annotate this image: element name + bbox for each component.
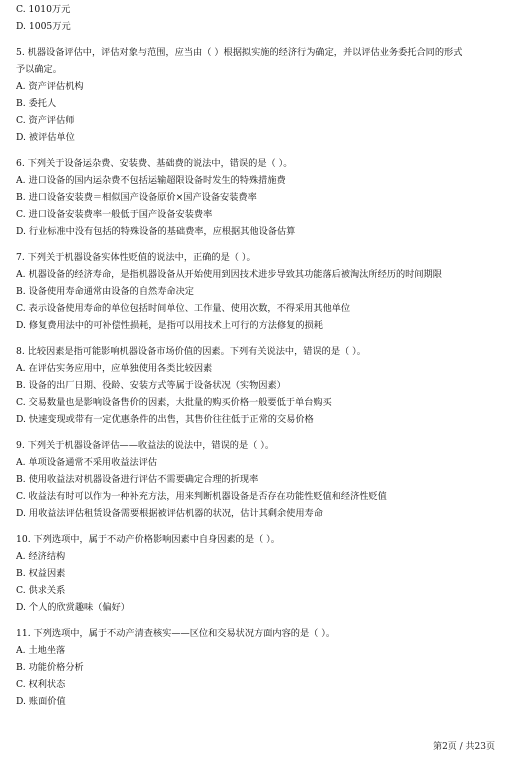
question-8-option-b: B. 设备的出厂日期、役龄、安装方式等属于设备状况（实物因素） bbox=[16, 380, 286, 391]
question-11-stem: 11. 下列选项中，属于不动产清查核实——区位和交易状况方面内容的是（ ）。 bbox=[16, 628, 336, 639]
question-7-option-d: D. 修复费用法中的可补偿性损耗，是指可以用技术上可行的方法修复的损耗 bbox=[16, 320, 323, 331]
question-8-option-d: D. 快速变现或带有一定优惠条件的出售，其售价往往低于正常的交易价格 bbox=[16, 414, 314, 425]
question-10-option-d: D. 个人的欣赏趣味（偏好） bbox=[16, 602, 130, 613]
question-5-option-d: D. 被评估单位 bbox=[16, 132, 75, 143]
question-6-option-b: B. 进口设备安装费＝相似国产设备原价×国产设备安装费率 bbox=[16, 192, 257, 203]
question-9-option-d: D. 用收益法评估租赁设备需要根据被评估机器的状况，估计其剩余使用寿命 bbox=[16, 508, 323, 519]
question-8-stem: 8. 比较因素是指可能影响机器设备市场价值的因素。下列有关说法中，错误的是（ ）。 bbox=[16, 346, 366, 357]
question-7-option-a: A. 机器设备的经济寿命，是指机器设备从开始使用到因技术进步导致其功能落后被淘汰所经历的时间期限 bbox=[16, 269, 442, 280]
question-5-option-c: C. 资产评估师 bbox=[16, 115, 75, 126]
question-9-option-b: B. 使用收益法对机器设备进行评估不需要确定合理的折现率 bbox=[16, 474, 259, 485]
question-7-stem: 7. 下列关于机器设备实体性贬值的说法中，正确的是（ ）。 bbox=[16, 252, 256, 263]
question-9-option-a: A. 单项设备通常不采用收益法评估 bbox=[16, 457, 158, 468]
question-5-option-a: A. 资产评估机构 bbox=[16, 81, 84, 92]
question-6-stem: 6. 下列关于设备运杂费、安装费、基础费的说法中，错误的是（ ）。 bbox=[16, 158, 293, 169]
question-10-option-c: C. 供求关系 bbox=[16, 585, 66, 596]
question-10-option-a: A. 经济结构 bbox=[16, 551, 66, 562]
question-7-option-b: B. 设备使用寿命通常由设备的自然寿命决定 bbox=[16, 286, 194, 297]
question-11-option-d: D. 账面价值 bbox=[16, 696, 66, 707]
question-11-option-c: C. 权利状态 bbox=[16, 679, 66, 690]
question-6-option-c: C. 进口设备安装费率一般低于国产设备安装费率 bbox=[16, 209, 213, 220]
question-6-option-a: A. 进口设备的国内运杂费不包括运输超限设备时发生的特殊措施费 bbox=[16, 175, 286, 186]
question-7-option-c: C. 表示设备使用寿命的单位包括时间单位、工作量、使用次数，不得采用其他单位 bbox=[16, 303, 351, 314]
question-8-option-a: A. 在评估实务应用中，应单独使用各类比较因素 bbox=[16, 363, 213, 374]
option-c-prev: C. 1010万元 bbox=[16, 4, 71, 15]
question-5-option-b: B. 委托人 bbox=[16, 98, 57, 109]
question-10-stem: 10. 下列选项中，属于不动产价格影响因素中自身因素的是（ ）。 bbox=[16, 534, 280, 545]
question-6-option-d: D. 行业标准中没有包括的特殊设备的基础费率，应根据其他设备估算 bbox=[16, 226, 296, 237]
question-9-stem: 9. 下列关于机器设备评估——收益法的说法中，错误的是（ ）。 bbox=[16, 440, 275, 451]
question-11-option-a: A. 土地坐落 bbox=[16, 645, 66, 656]
question-9-option-c: C. 收益法有时可以作为一种补充方法，用来判断机器设备是否存在功能性贬值和经济性贬值 bbox=[16, 491, 387, 502]
question-11-option-b: B. 功能价格分析 bbox=[16, 662, 84, 673]
question-8-option-c: C. 交易数量也是影响设备售价的因素，大批量的购买价格一般要低于单台购买 bbox=[16, 397, 332, 408]
option-d-prev: D. 1005万元 bbox=[16, 21, 71, 32]
question-5-stem-line2: 予以确定。 bbox=[16, 64, 62, 75]
page-number: 第2页 / 共23页 bbox=[433, 742, 495, 752]
question-10-option-b: B. 权益因素 bbox=[16, 568, 66, 579]
question-5-stem-line1: 5. 机器设备评估中，评估对象与范围，应当由（ ）根据拟实施的经济行为确定，并以评估业务委托合同的形式 bbox=[16, 47, 463, 58]
